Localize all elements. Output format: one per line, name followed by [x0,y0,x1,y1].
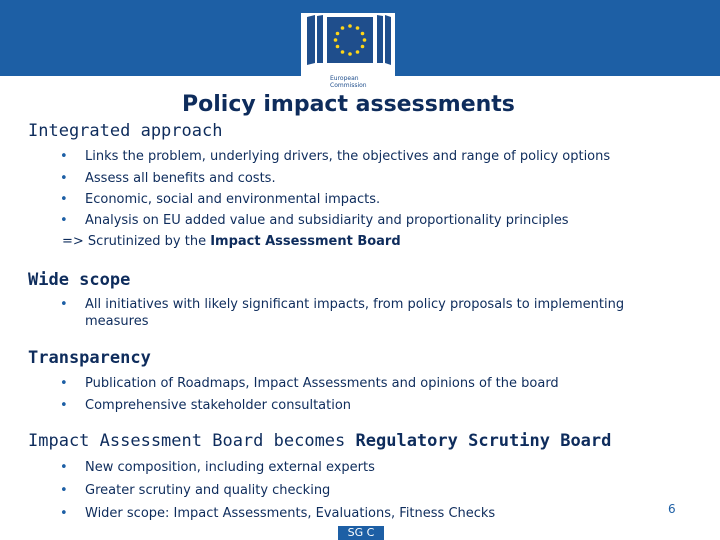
logo-text [330,75,367,89]
heading-board-prefix: Impact Assessment Board becomes [28,431,356,451]
heading-board-strong: Regulatory Scrutiny Board [355,431,612,451]
list-item-text: Economic, social and environmental impacts. [85,192,381,207]
scrutiny-note-prefix: => Scrutinized by the [62,234,211,249]
heading-transparency: Transparency [28,348,151,368]
page-number: 6 [668,502,676,516]
list-item-text: New composition, including external experts [85,460,375,475]
list-item-text: Comprehensive stakeholder consultation [85,398,352,413]
bullet-icon: • [60,171,68,186]
logo-line-1: European [330,75,359,82]
list-item-text: Greater scrutiny and quality checking [85,483,331,498]
list-item-text: Wider scope: Impact Assessments, Evaluations, Fitness Checks [85,506,496,521]
list-item-text: Links the problem, underlying drivers, the objectives and range of policy options [85,149,611,164]
list-item-text: Assess all benefits and costs. [85,171,276,186]
bullet-icon: • [60,297,68,312]
footer-tag: SG C [338,526,384,540]
heading-regulatory-scrutiny-board [28,431,611,451]
bullet-icon: • [60,460,68,475]
bullet-icon: • [60,483,68,498]
heading-integrated-approach: Integrated approach [28,121,223,141]
list-item-text: All initiatives with likely significant impacts, from policy proposals to implementing measures [85,297,625,329]
logo-line-2: Commission [330,82,367,89]
bullet-icon: • [60,192,68,207]
bullet-icon: • [60,213,68,228]
scrutiny-note [62,234,401,249]
bullet-icon: • [60,149,68,164]
list-item-text: Publication of Roadmaps, Impact Assessments and opinions of the board [85,376,559,391]
scrutiny-note-board: Impact Assessment Board [210,234,401,249]
european-commission-logo [301,13,395,98]
page-title: Policy impact assessments [182,92,515,117]
bullet-icon: • [60,506,68,521]
heading-wide-scope: Wide scope [28,270,131,290]
bullet-icon: • [60,376,68,391]
list-item-text: Analysis on EU added value and subsidiarity and proportionality principles [85,213,569,228]
bullet-icon: • [60,398,68,413]
